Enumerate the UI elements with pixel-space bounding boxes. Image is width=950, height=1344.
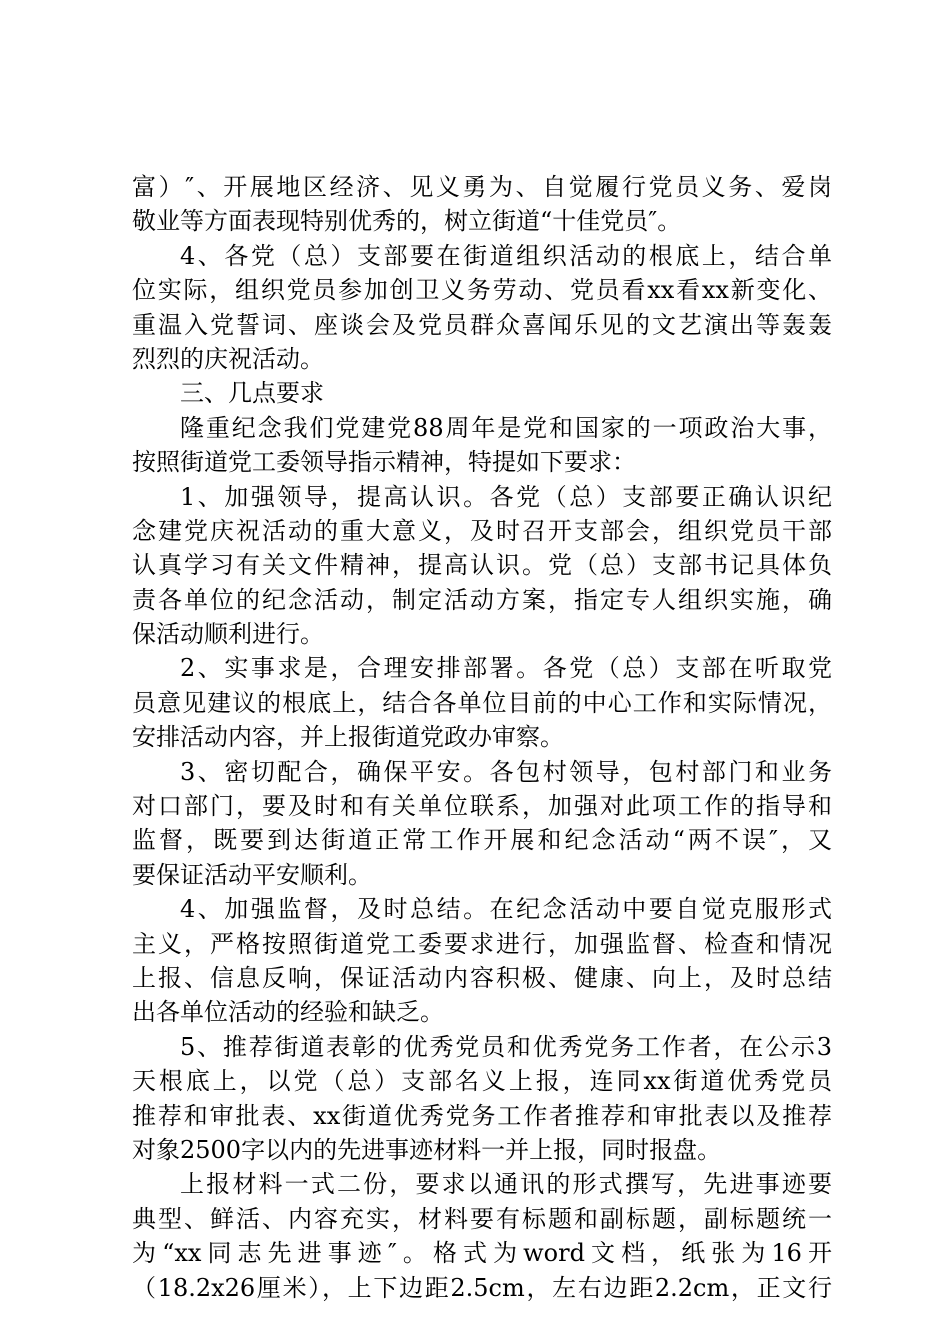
text-line: 天根底上，以党（总）支部名义上报，连同xx街道优秀党员	[132, 1067, 832, 1096]
text-line: 按照街道党工委领导指示精神，特提如下要求：	[132, 448, 636, 477]
text-line: 对口部门，要及时和有关单位联系，加强对此项工作的指导和	[132, 792, 832, 821]
paragraph-start-line: 4、各党（总）支部要在街道组织活动的根底上，结合单	[180, 241, 832, 270]
text-line: 安排活动内容，并上报街道党政办审察。	[132, 723, 564, 752]
paragraph-start-line: 2、实事求是，合理安排部署。各党（总）支部在听取党	[180, 654, 832, 683]
text-line: 认真学习有关文件精神，提高认识。党（总）支部书记具体负	[132, 551, 832, 580]
text-line: 重温入党誓词、座谈会及党员群众喜闻乐见的文艺演出等轰轰	[132, 310, 832, 339]
section-heading: 三、几点要求	[180, 379, 324, 408]
text-line: 烈烈的庆祝活动。	[132, 344, 324, 373]
paragraph-start-line: 隆重纪念我们党建党88周年是党和国家的一项政治大事，	[180, 413, 832, 442]
text-line: 要保证活动平安顺利。	[132, 860, 372, 889]
text-line: 监督，既要到达街道正常工作开展和纪念活动“两不误″，又	[132, 826, 832, 855]
text-line: 典型、鲜活、内容充实，材料要有标题和副标题，副标题统一	[132, 1204, 832, 1233]
paragraph-start-line: 3、密切配合，确保平安。各包村领导，包村部门和业务	[180, 757, 832, 786]
text-line: 上报、信息反响，保证活动内容积极、健康、向上，及时总结	[132, 963, 832, 992]
text-line: 对象2500字以内的先进事迹材料一并上报，同时报盘。	[132, 1135, 722, 1164]
text-line: 保活动顺利进行。	[132, 620, 324, 649]
text-line: 出各单位活动的经验和缺乏。	[132, 998, 444, 1027]
paragraph-start-line: 上报材料一式二份，要求以通讯的形式撰写，先进事迹要	[180, 1170, 832, 1199]
text-line: 推荐和审批表、xx街道优秀党务工作者推荐和审批表以及推荐	[132, 1101, 832, 1130]
text-line: 责各单位的纪念活动，制定活动方案，指定专人组织实施，确	[132, 585, 832, 614]
paragraph-start-line: 5、推荐街道表彰的优秀党员和优秀党务工作者，在公示3	[180, 1032, 832, 1061]
text-line: 为“xx同志先进事迹″。格式为word文档，纸张为16开	[132, 1239, 832, 1268]
text-line: 位实际，组织党员参加创卫义务劳动、党员看xx看xx新变化、	[132, 276, 832, 305]
text-line: 敬业等方面表现特别优秀的，树立街道“十佳党员″。	[132, 207, 682, 236]
paragraph-start-line: 4、加强监督，及时总结。在纪念活动中要自觉克服形式	[180, 895, 832, 924]
document-body	[132, 170, 832, 1305]
text-line: 主义，严格按照街道党工委要求进行，加强监督、检查和情况	[132, 929, 832, 958]
text-line: 念建党庆祝活动的重大意义，及时召开支部会，组织党员干部	[132, 516, 832, 545]
paragraph-start-line: 1、加强领导，提高认识。各党（总）支部要正确认识纪	[180, 482, 832, 511]
text-line: 员意见建议的根底上，结合各单位目前的中心工作和实际情况，	[132, 688, 832, 717]
text-line: （18.2x26厘米），上下边距2.5cm，左右边距2.2cm，正文行	[132, 1273, 832, 1302]
text-line: 富）″、开展地区经济、见义勇为、自觉履行党员义务、爱岗	[132, 173, 832, 201]
